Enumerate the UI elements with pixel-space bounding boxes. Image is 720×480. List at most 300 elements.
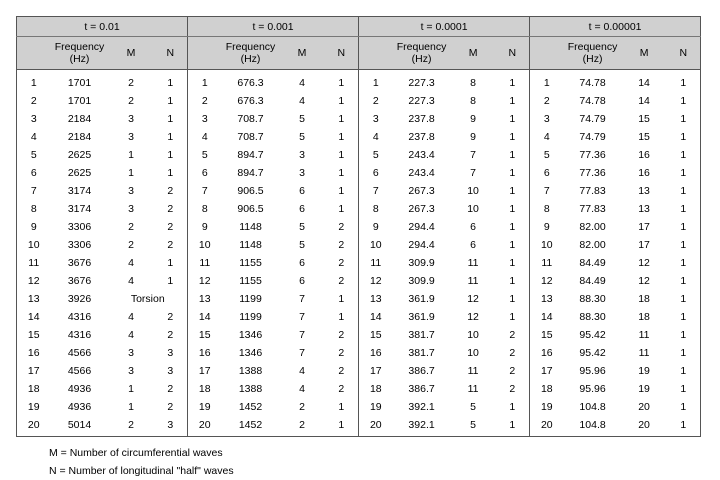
m-header: M xyxy=(451,37,496,70)
n-cell: 1 xyxy=(496,200,530,218)
frequency-cell: 1199 xyxy=(239,311,262,323)
n-cell: 1 xyxy=(667,380,701,398)
mode-index-cell: 6 xyxy=(530,164,564,182)
table-row xyxy=(17,380,701,398)
n-cell: 2 xyxy=(325,380,359,398)
mode-index-cell: 10 xyxy=(188,236,222,254)
natural-frequency-table xyxy=(16,16,701,437)
mode-index-cell: 19 xyxy=(530,398,564,416)
m-cell: 3 xyxy=(299,149,305,161)
m-cell: 3 xyxy=(128,365,134,377)
m-cell: 10 xyxy=(467,203,479,215)
mode-index-cell: 18 xyxy=(530,380,564,398)
frequency-table-container xyxy=(16,16,701,437)
n-cell: 1 xyxy=(496,182,530,200)
frequency-cell: 243.4 xyxy=(408,167,435,179)
mode-index-cell: 13 xyxy=(530,290,564,308)
mode-index-cell: 17 xyxy=(359,362,393,380)
table-row xyxy=(17,218,701,236)
n-cell: 1 xyxy=(667,92,701,110)
m-cell: 7 xyxy=(299,311,305,323)
n-cell: 1 xyxy=(667,70,701,93)
m-cell: 4 xyxy=(128,329,134,341)
mode-index-cell: 9 xyxy=(17,218,51,236)
n-cell: 1 xyxy=(667,362,701,380)
m-cell: 17 xyxy=(638,221,650,233)
n-cell: 1 xyxy=(154,70,188,93)
table-row xyxy=(17,254,701,272)
mode-index-cell: 11 xyxy=(17,254,51,272)
mode-index-cell: 19 xyxy=(359,398,393,416)
frequency-cell: 4566 xyxy=(67,347,92,359)
frequency-header xyxy=(393,37,451,70)
mode-index-cell: 6 xyxy=(359,164,393,182)
frequency-cell: 4936 xyxy=(67,383,92,395)
table-row xyxy=(17,128,701,146)
n-cell: 2 xyxy=(154,380,188,398)
frequency-cell: 708.7 xyxy=(237,113,264,125)
mode-index-cell: 13 xyxy=(359,290,393,308)
frequency-cell: 95.96 xyxy=(579,365,606,377)
n-cell: 3 xyxy=(154,416,188,437)
m-cell: 12 xyxy=(467,293,479,305)
m-cell: 18 xyxy=(638,293,650,305)
frequency-cell: 361.9 xyxy=(408,311,435,323)
frequency-cell: 82.00 xyxy=(579,239,606,251)
n-cell: 2 xyxy=(496,380,530,398)
mode-index-cell: 9 xyxy=(530,218,564,236)
n-cell: 1 xyxy=(496,398,530,416)
n-cell: 1 xyxy=(154,110,188,128)
n-cell: 2 xyxy=(325,362,359,380)
mode-index-cell: 18 xyxy=(359,380,393,398)
n-cell: 1 xyxy=(667,254,701,272)
n-cell: 2 xyxy=(154,182,188,200)
m-cell: 2 xyxy=(299,401,305,413)
frequency-cell: 361.9 xyxy=(408,293,435,305)
m-cell: 3 xyxy=(299,167,305,179)
mode-index-cell: 1 xyxy=(17,70,51,93)
frequency-cell: 77.36 xyxy=(579,149,606,161)
mode-index-cell: 15 xyxy=(188,326,222,344)
m-cell: 11 xyxy=(638,347,650,359)
frequency-header xyxy=(564,37,622,70)
m-cell: 1 xyxy=(128,149,134,161)
n-cell: 2 xyxy=(154,398,188,416)
frequency-header-unit: (Hz) xyxy=(411,53,432,65)
n-cell: 3 xyxy=(154,344,188,362)
table-row xyxy=(17,110,701,128)
n-cell: 2 xyxy=(154,326,188,344)
mode-index-cell: 9 xyxy=(359,218,393,236)
m-cell: 6 xyxy=(299,257,305,269)
frequency-cell: 294.4 xyxy=(408,239,435,251)
m-cell: 6 xyxy=(470,239,476,251)
table-row xyxy=(17,146,701,164)
frequency-cell: 676.3 xyxy=(237,95,264,107)
mode-index-cell: 12 xyxy=(359,272,393,290)
n-cell: 1 xyxy=(667,128,701,146)
frequency-cell: 906.5 xyxy=(237,185,264,197)
frequency-cell: 77.36 xyxy=(579,167,606,179)
m-cell: 2 xyxy=(128,221,134,233)
n-cell: 1 xyxy=(325,290,359,308)
mode-index-cell: 17 xyxy=(530,362,564,380)
frequency-cell: 3926 xyxy=(67,293,92,305)
n-cell: 1 xyxy=(496,254,530,272)
mode-index-cell: 1 xyxy=(359,70,393,93)
n-cell: 1 xyxy=(496,290,530,308)
m-cell: 14 xyxy=(638,77,650,89)
mode-index-cell: 20 xyxy=(17,416,51,437)
table-row xyxy=(17,290,701,308)
m-cell: 11 xyxy=(467,365,479,377)
mode-index-cell: 18 xyxy=(17,380,51,398)
m-cell: 4 xyxy=(128,275,134,287)
n-cell: 1 xyxy=(667,164,701,182)
frequency-cell: 74.78 xyxy=(579,77,606,89)
m-cell: 4 xyxy=(299,95,305,107)
n-cell: 1 xyxy=(667,290,701,308)
m-cell: 6 xyxy=(299,275,305,287)
m-cell: 5 xyxy=(299,131,305,143)
m-cell: 11 xyxy=(467,383,479,395)
n-cell: 1 xyxy=(667,182,701,200)
n-cell: 1 xyxy=(667,398,701,416)
n-cell: 2 xyxy=(325,344,359,362)
mode-index-cell: 10 xyxy=(530,236,564,254)
mode-index-header xyxy=(17,37,51,70)
n-cell: 1 xyxy=(667,308,701,326)
m-cell: 3 xyxy=(128,347,134,359)
mode-index-cell: 20 xyxy=(359,416,393,437)
m-cell: 2 xyxy=(128,95,134,107)
table-row xyxy=(17,326,701,344)
mode-index-cell: 15 xyxy=(17,326,51,344)
table-row xyxy=(17,92,701,110)
frequency-cell: 381.7 xyxy=(408,347,435,359)
m-cell: 7 xyxy=(299,347,305,359)
mode-index-cell: 19 xyxy=(188,398,222,416)
frequency-cell: 4316 xyxy=(67,311,92,323)
n-cell: 1 xyxy=(325,146,359,164)
frequency-cell: 227.3 xyxy=(408,77,435,89)
n-cell: 1 xyxy=(496,164,530,182)
m-cell: 4 xyxy=(299,383,305,395)
frequency-cell: 3174 xyxy=(67,203,92,215)
n-cell: 3 xyxy=(154,362,188,380)
group-header-2: t = 0.001 xyxy=(188,17,359,37)
mode-index-cell: 4 xyxy=(188,128,222,146)
frequency-cell: 294.4 xyxy=(408,221,435,233)
m-cell: 8 xyxy=(470,95,476,107)
frequency-cell: 2184 xyxy=(67,113,92,125)
mode-index-cell: 13 xyxy=(17,290,51,308)
n-header: N xyxy=(667,37,701,70)
n-cell: 1 xyxy=(667,236,701,254)
m-cell: 3 xyxy=(128,203,134,215)
n-cell: 1 xyxy=(667,200,701,218)
mode-index-cell: 15 xyxy=(530,326,564,344)
m-cell: 14 xyxy=(638,95,650,107)
group-header-4: t = 0.00001 xyxy=(530,17,701,37)
n-cell: 1 xyxy=(496,218,530,236)
n-cell: 2 xyxy=(154,308,188,326)
table-row xyxy=(17,344,701,362)
n-cell: 1 xyxy=(325,164,359,182)
m-cell: 11 xyxy=(638,329,650,341)
legend xyxy=(49,444,234,480)
mode-index-cell: 6 xyxy=(188,164,222,182)
frequency-header-label: Frequency xyxy=(567,41,618,53)
frequency-cell: 5014 xyxy=(51,416,109,437)
mode-index-cell: 10 xyxy=(359,236,393,254)
n-cell: 2 xyxy=(325,236,359,254)
frequency-cell: 386.7 xyxy=(408,383,435,395)
n-cell: 1 xyxy=(496,272,530,290)
n-cell: 2 xyxy=(496,344,530,362)
mode-index-cell: 2 xyxy=(188,92,222,110)
mode-index-cell: 16 xyxy=(359,344,393,362)
n-cell: 1 xyxy=(496,128,530,146)
frequency-cell: 3174 xyxy=(67,185,92,197)
mode-index-cell: 3 xyxy=(530,110,564,128)
frequency-cell: 392.1 xyxy=(393,416,451,437)
n-cell: 2 xyxy=(154,200,188,218)
m-cell: 18 xyxy=(638,311,650,323)
frequency-cell: 95.42 xyxy=(579,329,606,341)
m-cell: 20 xyxy=(622,416,667,437)
mode-index-cell: 7 xyxy=(359,182,393,200)
frequency-cell: 237.8 xyxy=(408,113,435,125)
frequency-cell: 74.79 xyxy=(579,131,606,143)
n-cell: 2 xyxy=(154,236,188,254)
mode-index-cell: 20 xyxy=(530,416,564,437)
frequency-cell: 1701 xyxy=(67,95,92,107)
m-cell: 1 xyxy=(128,401,134,413)
m-cell: 12 xyxy=(467,311,479,323)
n-cell: 1 xyxy=(325,110,359,128)
m-cell: 11 xyxy=(467,275,479,287)
m-cell: 2 xyxy=(128,239,134,251)
n-cell: 1 xyxy=(325,70,359,93)
frequency-cell: 95.96 xyxy=(579,383,606,395)
m-cell: 2 xyxy=(280,416,325,437)
table-row xyxy=(17,164,701,182)
m-cell: 19 xyxy=(638,365,650,377)
table-row xyxy=(17,200,701,218)
n-cell: 1 xyxy=(154,92,188,110)
m-cell: 17 xyxy=(638,239,650,251)
frequency-cell: 4566 xyxy=(67,365,92,377)
frequency-header-unit: (Hz) xyxy=(582,53,603,65)
frequency-cell: 1148 xyxy=(239,221,262,233)
n-cell: 1 xyxy=(325,416,359,437)
frequency-cell: 894.7 xyxy=(237,167,264,179)
mode-index-cell: 5 xyxy=(17,146,51,164)
frequency-cell: 84.49 xyxy=(579,275,606,287)
m-cell: 10 xyxy=(467,185,479,197)
n-cell: 2 xyxy=(325,218,359,236)
table-row xyxy=(17,272,701,290)
mode-index-header xyxy=(359,37,393,70)
frequency-cell: 3306 xyxy=(67,239,92,251)
mode-index-cell: 13 xyxy=(188,290,222,308)
frequency-header xyxy=(51,37,109,70)
m-cell: 6 xyxy=(470,221,476,233)
frequency-cell: 1452 xyxy=(238,401,263,413)
mode-index-cell: 11 xyxy=(530,254,564,272)
frequency-cell: 88.30 xyxy=(579,293,606,305)
frequency-cell: 104.8 xyxy=(579,401,606,413)
m-cell: 3 xyxy=(128,185,134,197)
table-body xyxy=(17,70,701,437)
frequency-cell: 3306 xyxy=(67,221,92,233)
mode-index-cell: 12 xyxy=(530,272,564,290)
frequency-cell: 2625 xyxy=(67,149,92,161)
mode-index-cell: 12 xyxy=(17,272,51,290)
m-cell: 1 xyxy=(128,167,134,179)
mode-index-cell: 16 xyxy=(188,344,222,362)
frequency-cell: 309.9 xyxy=(408,275,435,287)
group-header-1: t = 0.01 xyxy=(17,17,188,37)
m-cell: 5 xyxy=(299,239,305,251)
m-cell: 7 xyxy=(299,293,305,305)
m-cell: 3 xyxy=(128,113,134,125)
mode-index-cell: 5 xyxy=(359,146,393,164)
m-cell: 15 xyxy=(638,131,650,143)
frequency-header xyxy=(222,37,280,70)
n-cell: 1 xyxy=(154,254,188,272)
n-cell: 1 xyxy=(496,92,530,110)
table-row xyxy=(17,416,701,437)
n-cell: 1 xyxy=(325,200,359,218)
frequency-cell: 906.5 xyxy=(237,203,264,215)
n-cell: 2 xyxy=(496,362,530,380)
frequency-cell: 1148 xyxy=(239,239,262,251)
frequency-cell: 392.1 xyxy=(408,401,435,413)
m-cell: 4 xyxy=(299,77,305,89)
n-cell: 1 xyxy=(325,182,359,200)
m-cell: 19 xyxy=(638,383,650,395)
m-cell: 10 xyxy=(467,347,479,359)
n-cell: 2 xyxy=(325,326,359,344)
table-row xyxy=(17,236,701,254)
m-cell: 3 xyxy=(128,131,134,143)
frequency-cell: 74.78 xyxy=(579,95,606,107)
frequency-cell: 4316 xyxy=(67,329,92,341)
n-cell: 1 xyxy=(667,218,701,236)
n-cell: 1 xyxy=(667,416,701,437)
frequency-cell: 2184 xyxy=(67,131,92,143)
frequency-cell: 1452 xyxy=(222,416,280,437)
m-header: M xyxy=(109,37,154,70)
mode-index-cell: 14 xyxy=(530,308,564,326)
n-cell: 1 xyxy=(496,110,530,128)
mode-index-cell: 1 xyxy=(530,70,564,93)
table-row xyxy=(17,70,701,93)
mode-index-cell: 8 xyxy=(530,200,564,218)
mode-index-cell: 17 xyxy=(188,362,222,380)
m-cell: 5 xyxy=(299,221,305,233)
mode-index-cell: 7 xyxy=(17,182,51,200)
mode-index-cell: 15 xyxy=(359,326,393,344)
n-cell: 1 xyxy=(667,110,701,128)
mode-index-cell: 11 xyxy=(188,254,222,272)
m-cell: 4 xyxy=(128,257,134,269)
mode-index-cell: 8 xyxy=(188,200,222,218)
m-cell: 4 xyxy=(299,365,305,377)
m-header: M xyxy=(280,37,325,70)
mode-index-cell: 2 xyxy=(359,92,393,110)
mode-index-cell: 7 xyxy=(530,182,564,200)
mode-index-cell: 8 xyxy=(359,200,393,218)
mode-index-cell: 4 xyxy=(530,128,564,146)
m-cell: 7 xyxy=(470,149,476,161)
n-cell: 1 xyxy=(154,272,188,290)
frequency-cell: 1388 xyxy=(238,383,263,395)
frequency-cell: 237.8 xyxy=(408,131,435,143)
mode-index-cell: 10 xyxy=(17,236,51,254)
mode-index-cell: 11 xyxy=(359,254,393,272)
m-cell: 15 xyxy=(638,113,650,125)
frequency-cell: 1346 xyxy=(238,347,263,359)
m-cell: 9 xyxy=(470,113,476,125)
mode-index-cell: 2 xyxy=(17,92,51,110)
n-cell: 1 xyxy=(496,70,530,93)
m-cell: 16 xyxy=(638,167,650,179)
m-cell: 5 xyxy=(451,416,496,437)
frequency-cell: 84.49 xyxy=(579,257,606,269)
mode-index-cell: 6 xyxy=(17,164,51,182)
group-header-3: t = 0.0001 xyxy=(359,17,530,37)
mode-index-cell: 16 xyxy=(530,344,564,362)
frequency-cell: 95.42 xyxy=(579,347,606,359)
n-cell: 1 xyxy=(496,146,530,164)
mode-index-cell: 14 xyxy=(188,308,222,326)
frequency-cell: 1388 xyxy=(238,365,263,377)
n-cell: 1 xyxy=(496,416,530,437)
frequency-header-label: Frequency xyxy=(54,41,105,53)
thickness-header-row xyxy=(17,17,701,37)
mode-index-cell: 18 xyxy=(188,380,222,398)
m-cell: 11 xyxy=(467,257,479,269)
m-cell: 16 xyxy=(638,149,650,161)
mode-index-cell: 5 xyxy=(530,146,564,164)
m-header: M xyxy=(622,37,667,70)
mode-index-cell: 7 xyxy=(188,182,222,200)
frequency-cell: 3676 xyxy=(67,275,92,287)
frequency-cell: 4936 xyxy=(67,401,92,413)
frequency-cell: 894.7 xyxy=(237,149,264,161)
frequency-cell: 82.00 xyxy=(579,221,606,233)
mode-index-cell: 19 xyxy=(17,398,51,416)
frequency-cell: 381.7 xyxy=(408,329,435,341)
m-cell: 2 xyxy=(109,416,154,437)
mode-index-cell: 14 xyxy=(359,308,393,326)
frequency-cell: 3676 xyxy=(67,257,92,269)
n-header: N xyxy=(325,37,359,70)
mode-index-cell: 5 xyxy=(188,146,222,164)
frequency-cell: 676.3 xyxy=(237,77,264,89)
frequency-cell: 1346 xyxy=(238,329,263,341)
m-cell: 13 xyxy=(638,185,650,197)
mode-index-cell: 4 xyxy=(17,128,51,146)
n-cell: 1 xyxy=(325,398,359,416)
frequency-cell: 104.8 xyxy=(564,416,622,437)
table-row xyxy=(17,398,701,416)
n-cell: 1 xyxy=(325,308,359,326)
